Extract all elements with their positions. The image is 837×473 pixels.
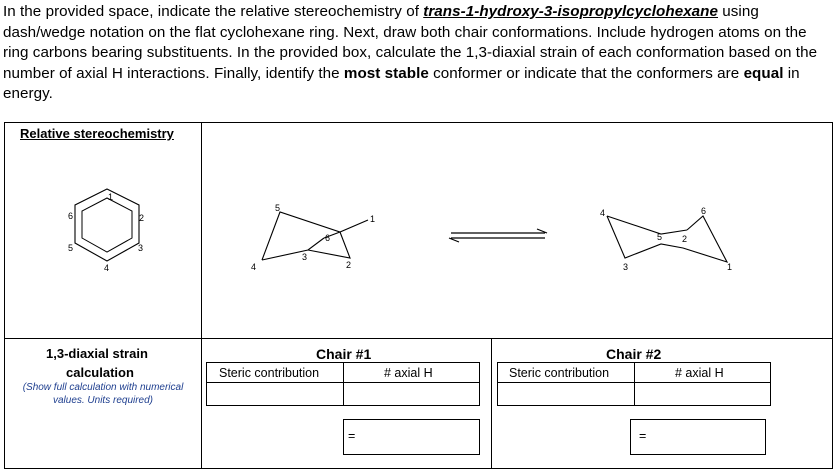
chair1-num-5: 5 xyxy=(275,203,281,213)
chair1-total-input[interactable] xyxy=(343,419,480,455)
hex-num-4: 4 xyxy=(104,263,110,273)
equilibrium-arrow xyxy=(445,228,553,244)
instructions: In the provided space, indicate the relative stereochemistry of trans-1-hydroxy-3-isopropylcyclohexane using dash/wedge notation on the flat cyclohexane ring. Next, draw both chair conformations. Include hydrogen atoms on the ring carbons bearing substituents. In the provided box, calculate the 1,3-diaxial strain of each conformation based on the number of axial H interactions. Finally, identify the most stable conformer or indicate that the conformers are equal in energy. xyxy=(3,3,818,102)
chair1-drawing[interactable] xyxy=(240,200,390,280)
strain-label-line1: 1,3-diaxial strain xyxy=(46,346,148,361)
hex-num-1: 1 xyxy=(108,192,114,202)
flat-hexagon-drawing[interactable] xyxy=(55,185,160,280)
chair1-num-1: 1 xyxy=(370,214,376,224)
answer-grid xyxy=(4,122,833,469)
chair2-total-input[interactable] xyxy=(630,419,766,455)
chair1-steric-input[interactable] xyxy=(206,382,344,406)
relative-stereo-label: Relative stereochemistry xyxy=(20,126,174,141)
chair2-title: Chair #2 xyxy=(606,346,662,362)
chair2-steric-input[interactable] xyxy=(497,382,635,406)
hex-num-5: 5 xyxy=(68,243,74,253)
chair2-num-3: 3 xyxy=(623,262,629,272)
grid-divider-left xyxy=(201,122,202,469)
chair1-axial-input[interactable] xyxy=(343,382,480,406)
chair2-num-5: 5 xyxy=(657,232,663,242)
chair2-num-6: 6 xyxy=(701,206,707,216)
chair1-num-4: 4 xyxy=(251,262,257,272)
chair2-num-4: 4 xyxy=(600,208,606,218)
strain-note: (Show full calculation with numerical values. Units required) xyxy=(22,382,184,406)
chair1-axial-label: # axial H xyxy=(384,366,433,380)
chair2-axial-input[interactable] xyxy=(634,382,771,406)
chair2-drawing[interactable] xyxy=(595,200,745,280)
most-stable-text: most stable xyxy=(343,64,429,82)
hex-num-3: 3 xyxy=(138,243,144,253)
strain-label-line2: calculation xyxy=(66,365,134,380)
chair2-axial-label: # axial H xyxy=(675,366,724,380)
chair1-title: Chair #1 xyxy=(316,346,372,362)
chair2-num-1: 1 xyxy=(727,262,733,272)
grid-divider-chairs xyxy=(491,338,492,469)
chair1-num-6: 6 xyxy=(325,233,331,243)
chair1-num-3: 3 xyxy=(302,252,308,262)
grid-divider-middle xyxy=(4,338,833,339)
compound-name: trans-1-hydroxy-3-isopropylcyclohexane xyxy=(423,3,719,20)
chair1-steric-label: Steric contribution xyxy=(219,366,320,380)
hex-num-6: 6 xyxy=(68,211,74,221)
chair1-equals: = xyxy=(348,429,356,443)
chair2-equals: = xyxy=(639,429,647,443)
chair1-num-2: 2 xyxy=(346,260,352,270)
equal-text: equal xyxy=(743,64,784,82)
chair2-steric-label: Steric contribution xyxy=(509,366,610,380)
chair2-num-2: 2 xyxy=(682,234,688,244)
hex-num-2: 2 xyxy=(139,213,145,223)
